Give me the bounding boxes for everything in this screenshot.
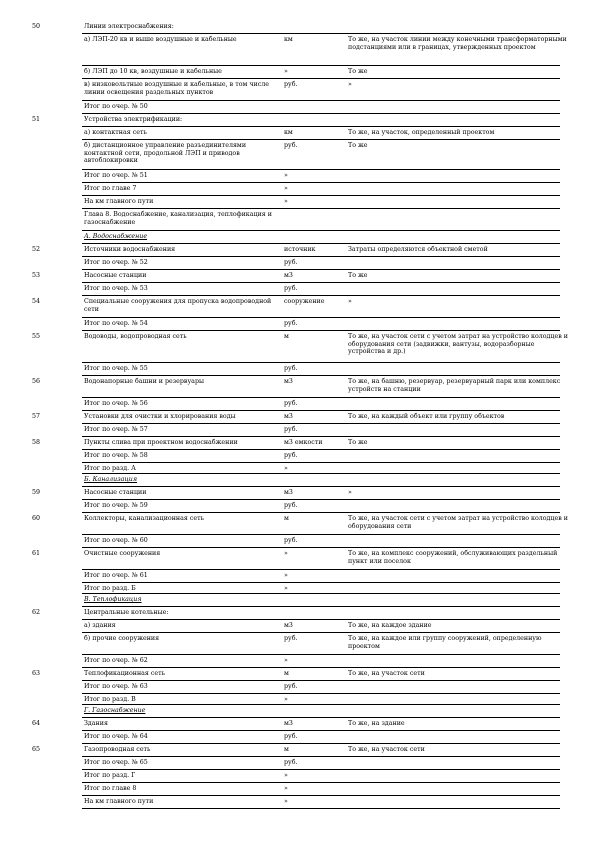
row-name: Итог по очер. № 63 xyxy=(84,683,148,690)
row-note: То же, на участок сети xyxy=(348,670,425,677)
row-divider xyxy=(82,449,560,450)
row-unit: руб. xyxy=(284,285,298,292)
row-name: Глава 8. Водоснабжение, канализация, теплофикация и газоснабжение xyxy=(84,211,272,226)
row-divider xyxy=(82,375,560,376)
row-name: Здания xyxy=(84,720,108,727)
row-name: А. Водоснабжение xyxy=(84,233,148,240)
row-unit: м3 xyxy=(284,622,293,629)
row-unit: руб. xyxy=(284,365,298,372)
row-divider xyxy=(82,33,560,34)
row-divider xyxy=(82,569,560,570)
row-divider xyxy=(82,782,560,783)
row-unit: км xyxy=(284,129,293,136)
row-unit: » xyxy=(284,68,288,75)
row-divider xyxy=(82,680,560,681)
row-unit: м3 xyxy=(284,720,293,727)
row-note: » xyxy=(348,81,352,88)
row-note: То же, на каждое здание xyxy=(348,622,432,629)
row-divider xyxy=(82,295,560,296)
row-name: а) здания xyxy=(84,622,116,629)
row-name: Г. Газоснабжение xyxy=(84,707,146,714)
row-name: Итог по разд. А xyxy=(84,465,136,472)
row-divider xyxy=(82,282,560,283)
row-divider xyxy=(82,667,560,668)
row-divider xyxy=(82,593,560,594)
row-unit: » xyxy=(284,465,288,472)
row-name: Итог по очер. № 53 xyxy=(84,285,148,292)
row-unit: км xyxy=(284,36,293,43)
row-unit: » xyxy=(284,798,288,805)
row-divider xyxy=(82,423,560,424)
row-divider xyxy=(82,808,560,809)
row-unit: м3 xyxy=(284,413,293,420)
row-divider xyxy=(82,269,560,270)
row-unit: » xyxy=(284,172,288,179)
row-divider xyxy=(82,100,560,101)
row-unit: » xyxy=(284,785,288,792)
row-unit: руб. xyxy=(284,426,298,433)
row-note: То же, на участок сети с учетом затрат на устройство колодцев и оборудования сети xyxy=(348,515,568,530)
row-name: Насосные станции xyxy=(84,489,147,496)
row-divider xyxy=(82,397,560,398)
row-number: 64 xyxy=(32,720,41,727)
row-note: То же xyxy=(348,68,368,75)
row-unit: м3 xyxy=(284,272,293,279)
row-number: 59 xyxy=(32,489,41,496)
row-name: Итог по очер. № 64 xyxy=(84,733,148,740)
row-note: То же, на комплекс сооружений, обслуживающих раздельный пункт или поселок xyxy=(348,550,558,565)
row-unit: руб. xyxy=(284,400,298,407)
row-name: а) ЛЭП-20 кв и выше воздушные и кабельные xyxy=(84,36,237,43)
row-number: 58 xyxy=(32,439,41,446)
row-unit: м3 емкости xyxy=(284,439,323,446)
row-name: Итог по главе 8 xyxy=(84,785,137,792)
row-name: Б. Канализация xyxy=(84,476,138,483)
row-divider xyxy=(82,182,560,183)
row-divider xyxy=(82,499,560,500)
row-divider xyxy=(82,534,560,535)
row-note: То же, на каждый объект или группу объектов xyxy=(348,413,505,420)
row-unit: м3 xyxy=(284,378,293,385)
row-divider xyxy=(82,486,560,487)
row-divider xyxy=(82,243,560,244)
row-number: 56 xyxy=(32,378,41,385)
row-name: Итог по очер. № 59 xyxy=(84,502,148,509)
row-name: Насосные станции xyxy=(84,272,147,279)
row-unit: руб. xyxy=(284,81,298,88)
row-unit: м xyxy=(284,670,289,677)
row-divider xyxy=(82,512,560,513)
row-unit: м xyxy=(284,746,289,753)
row-name: Специальные сооружения для пропуска водопроводной сети xyxy=(84,298,272,313)
row-note: То же, на участок линии между конечными трансформаторными подстанциями или в границах, утвержденных проектом xyxy=(348,36,567,51)
row-note: То же, на участок сети xyxy=(348,746,425,753)
row-unit: руб. xyxy=(284,502,298,509)
row-note: То же, на каждое или группу сооружений, определенную проектом xyxy=(348,635,542,650)
row-note: То же, на участок сети с учетом затрат на устройство колодцев и оборудования сети (задвижки, вантузы, водоразборные устройства и др.) xyxy=(348,333,568,355)
row-name: Коллекторы, канализационная сеть xyxy=(84,515,204,522)
row-name: Итог по очер. № 52 xyxy=(84,259,148,266)
row-note: То же, на башню, резервуар, резервуарный парк или комплекс устройств на станции xyxy=(348,378,561,393)
row-name: Водонапорные башни и резервуары xyxy=(84,378,204,385)
row-unit: » xyxy=(284,585,288,592)
row-name: б) ЛЭП до 10 кв, воздушные и кабельные xyxy=(84,68,222,75)
row-note: » xyxy=(348,489,352,496)
row-name: Итог по разд. Б xyxy=(84,585,136,592)
row-number: 62 xyxy=(32,609,41,616)
row-unit: » xyxy=(284,572,288,579)
row-name: Итог по очер. № 55 xyxy=(84,365,148,372)
row-unit: источник xyxy=(284,246,316,253)
row-number: 51 xyxy=(32,116,41,123)
row-unit: руб. xyxy=(284,759,298,766)
row-note: То же, на здание xyxy=(348,720,405,727)
row-unit: » xyxy=(284,550,288,557)
row-unit: » xyxy=(284,198,288,205)
row-divider xyxy=(82,230,560,231)
row-name: б) дистанционное управление разъединителями контактной сети, продольной ЛЭП и приводов автоблокировки xyxy=(84,142,247,164)
row-divider xyxy=(82,654,560,655)
row-unit: » xyxy=(284,185,288,192)
row-number: 55 xyxy=(32,333,41,340)
row-unit: руб. xyxy=(284,320,298,327)
row-name: Теплофикационная сеть xyxy=(84,670,166,677)
row-number: 60 xyxy=(32,515,41,522)
row-unit: руб. xyxy=(284,142,298,149)
row-divider xyxy=(82,632,560,633)
row-divider xyxy=(82,126,560,127)
row-name: Итог по очер. № 65 xyxy=(84,759,148,766)
row-name: Источники водоснабжения xyxy=(84,246,176,253)
row-note: То же xyxy=(348,142,368,149)
row-divider xyxy=(82,547,560,548)
row-name: Итог по главе 7 xyxy=(84,185,137,192)
row-name: Устройства электрификации: xyxy=(84,116,183,123)
row-unit: » xyxy=(284,696,288,703)
row-name: Очистные сооружения xyxy=(84,550,161,557)
row-divider xyxy=(82,730,560,731)
row-divider xyxy=(82,693,560,694)
row-divider xyxy=(82,195,560,196)
row-divider xyxy=(82,436,560,437)
row-name: б) прочие сооружения xyxy=(84,635,160,642)
row-name: Итог по разд. В xyxy=(84,696,136,703)
row-unit: руб. xyxy=(284,683,298,690)
row-number: 50 xyxy=(32,23,41,30)
row-name: в) низковольтные воздушные и кабельные, в том числе линии освещения раздельных пунктов xyxy=(84,81,269,96)
row-divider xyxy=(82,473,560,474)
row-name: На км главного пути xyxy=(84,198,154,205)
row-divider xyxy=(82,65,560,66)
row-divider xyxy=(82,256,560,257)
row-name: Итог по очер. № 54 xyxy=(84,320,148,327)
row-number: 65 xyxy=(32,746,41,753)
row-note: Затраты определяются объектной сметой xyxy=(348,246,488,253)
row-divider xyxy=(82,317,560,318)
row-name: Установки для очистки и хлорирования воды xyxy=(84,413,236,420)
row-number: 61 xyxy=(32,550,41,557)
row-name: Итог по очер. № 50 xyxy=(84,103,148,110)
row-divider xyxy=(82,795,560,796)
row-unit: руб. xyxy=(284,259,298,266)
row-divider xyxy=(82,113,560,114)
row-number: 63 xyxy=(32,670,41,677)
row-unit: » xyxy=(284,657,288,664)
row-unit: м xyxy=(284,333,289,340)
row-name: Итог по очер. № 62 xyxy=(84,657,148,664)
row-divider xyxy=(82,462,560,463)
row-unit: сооружение xyxy=(284,298,325,305)
row-divider xyxy=(82,78,560,79)
row-note: То же xyxy=(348,272,368,279)
row-unit: » xyxy=(284,772,288,779)
row-unit: руб. xyxy=(284,733,298,740)
row-number: 52 xyxy=(32,246,41,253)
row-divider xyxy=(82,362,560,363)
row-unit: м xyxy=(284,515,289,522)
row-name: Итог по очер. № 60 xyxy=(84,537,148,544)
row-number: 53 xyxy=(32,272,41,279)
row-name: На км главного пути xyxy=(84,798,154,805)
row-name: Итог по очер. № 51 xyxy=(84,172,148,179)
row-name: Линии электроснабжения: xyxy=(84,23,174,30)
row-name: Итог по очер. № 56 xyxy=(84,400,148,407)
row-divider xyxy=(82,606,560,607)
row-name: Центральные котельные: xyxy=(84,609,169,616)
row-number: 54 xyxy=(32,298,41,305)
row-note: То же xyxy=(348,439,368,446)
row-divider xyxy=(82,704,560,705)
row-divider xyxy=(82,410,560,411)
row-unit: руб. xyxy=(284,452,298,459)
row-divider xyxy=(82,169,560,170)
row-divider xyxy=(82,208,560,209)
row-number: 57 xyxy=(32,413,41,420)
row-note: » xyxy=(348,298,352,305)
row-divider xyxy=(82,139,560,140)
row-name: Газопроводная сеть xyxy=(84,746,151,753)
row-note: То же, на участок, определенный проектом xyxy=(348,129,495,136)
row-name: В. Теплофикация xyxy=(84,596,142,603)
row-divider xyxy=(82,756,560,757)
row-name: а) контактная сеть xyxy=(84,129,147,136)
row-name: Водоводы, водопроводная сеть xyxy=(84,333,187,340)
row-divider xyxy=(82,330,560,331)
row-divider xyxy=(82,769,560,770)
row-name: Итог по разд. Г xyxy=(84,772,136,779)
row-name: Итог по очер. № 58 xyxy=(84,452,148,459)
row-divider xyxy=(82,743,560,744)
row-name: Итог по очер. № 57 xyxy=(84,426,148,433)
row-divider xyxy=(82,619,560,620)
row-divider xyxy=(82,717,560,718)
row-unit: м3 xyxy=(284,489,293,496)
row-name: Пункты слива при проектном водоснабжении xyxy=(84,439,238,446)
row-name: Итог по очер. № 61 xyxy=(84,572,148,579)
row-unit: руб. xyxy=(284,635,298,642)
row-unit: руб. xyxy=(284,537,298,544)
row-divider xyxy=(82,582,560,583)
